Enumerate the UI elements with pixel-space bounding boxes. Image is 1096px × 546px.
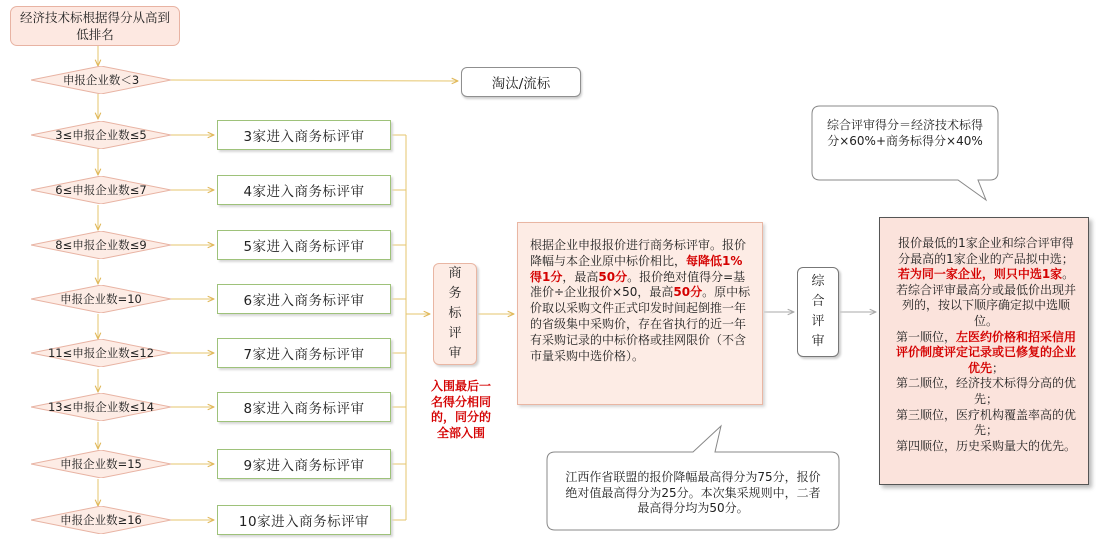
- result-box-9: [217, 449, 391, 479]
- jiangxi-note-bubble: 江西作省联盟的报价降幅最高得分为75分，报价绝对值最高得分为25分。本次集采规则中，二者最高得分均为50分。: [565, 470, 821, 516]
- rule-text: 第三顺位，医疗机构覆盖率高的优先；: [895, 407, 1076, 438]
- rule-text: 。若综合评审最高分或最低价出现并列的，按以下顺序确定拟中选顺位。: [895, 267, 1076, 328]
- rule-text: 第一顺位，: [895, 329, 956, 344]
- result-label: 7家进入商务标评审: [243, 347, 365, 363]
- decision-8-9: [31, 231, 171, 259]
- decision-label: 申报企业数＜3: [62, 73, 140, 87]
- start-node: [10, 6, 180, 46]
- decision-label: 13≤申报企业数≤14: [47, 400, 155, 414]
- business-review-label: 商 务 标 评 审: [448, 266, 462, 361]
- score-formula-bubble: 综合评审得分＝经济技术标得分×60%+商务标得分×40%: [827, 118, 984, 148]
- rule-emphasis: 左医约价格和招采信用评价制度评定记录或已修复的企业优先: [895, 329, 1077, 375]
- decision-lt3: [31, 66, 171, 94]
- rule-text: ；: [992, 360, 1005, 375]
- fail-node: [461, 67, 581, 97]
- desc-text: 。报价绝对值得分=基准价÷企业报价×50，最高: [530, 269, 746, 300]
- rule-text: 报价最低的1家企业和综合评审得分最高的1家企业的产品拟中选；: [898, 236, 1074, 266]
- decision-11-12: [31, 339, 171, 367]
- decision-label: 申报企业数≥16: [60, 513, 142, 527]
- decision-15: [31, 450, 171, 478]
- rule-text: 第二顺位，经济技术标得分高的优先；: [895, 376, 1076, 406]
- result-label: 4家进入商务标评审: [243, 184, 365, 200]
- business-review-node: [433, 263, 477, 365]
- result-box-6: [217, 284, 391, 314]
- desc-text: ，最高: [562, 269, 599, 284]
- result-label: 8家进入商务标评审: [243, 401, 365, 417]
- rule-emphasis: 若为同一家企业，则只中选1家: [897, 267, 1063, 282]
- decision-label: 3≤申报企业数≤5: [55, 128, 147, 142]
- business-review-description: [517, 222, 763, 405]
- result-box-7: [217, 338, 391, 368]
- comprehensive-review-node: [797, 267, 839, 357]
- decision-label: 申报企业数=15: [60, 457, 142, 471]
- desc-emphasis: 50分: [598, 269, 628, 284]
- comprehensive-review-label: 综 合 评 审: [811, 274, 825, 349]
- result-box-3: [217, 120, 391, 150]
- decision-ge16: [31, 506, 171, 534]
- result-label: 5家进入商务标评审: [243, 239, 365, 255]
- decision-13-14: [31, 393, 171, 421]
- desc-emphasis: 每降低1%得1分: [530, 253, 743, 284]
- desc-text: 根据企业申报报价进行商务标评审。报价降幅与本企业原中标价相比，: [530, 238, 747, 268]
- desc-emphasis: 50分: [673, 285, 703, 300]
- result-box-10: [217, 505, 391, 535]
- decision-label: 11≤申报企业数≤12: [47, 346, 155, 360]
- desc-text: 。原中标价取以采购文件正式印发时间起倒推一年的省级集中采购价，存在省执行的近一年有采购记录的中标价格或挂网限价（不含市量采购中选价格）。: [530, 285, 751, 363]
- decision-label: 6≤申报企业数≤7: [55, 183, 147, 197]
- start-label: 经济技术标根据得分从高到低排名: [19, 10, 170, 42]
- decision-6-7: [31, 176, 171, 204]
- decision-label: 申报企业数=10: [60, 292, 142, 306]
- result-label: 9家进入商务标评审: [243, 458, 365, 474]
- result-label: 6家进入商务标评审: [243, 293, 365, 309]
- result-box-4: [217, 175, 391, 205]
- result-box-5: [217, 230, 391, 260]
- result-label: 3家进入商务标评审: [243, 129, 365, 145]
- decision-10: [31, 285, 171, 313]
- result-box-8: [217, 392, 391, 422]
- tie-note: 入围最后一名得分相同的，同分的全部入围: [430, 379, 491, 440]
- selection-rule-box: [879, 217, 1089, 485]
- result-label: 10家进入商务标评审: [238, 514, 370, 530]
- rule-text: 第四顺位，历史采购量大的优先。: [895, 438, 1076, 453]
- decision-label: 8≤申报企业数≤9: [55, 238, 147, 252]
- decision-3-5: [31, 121, 171, 149]
- fail-label: 淘汰/流标: [491, 76, 551, 92]
